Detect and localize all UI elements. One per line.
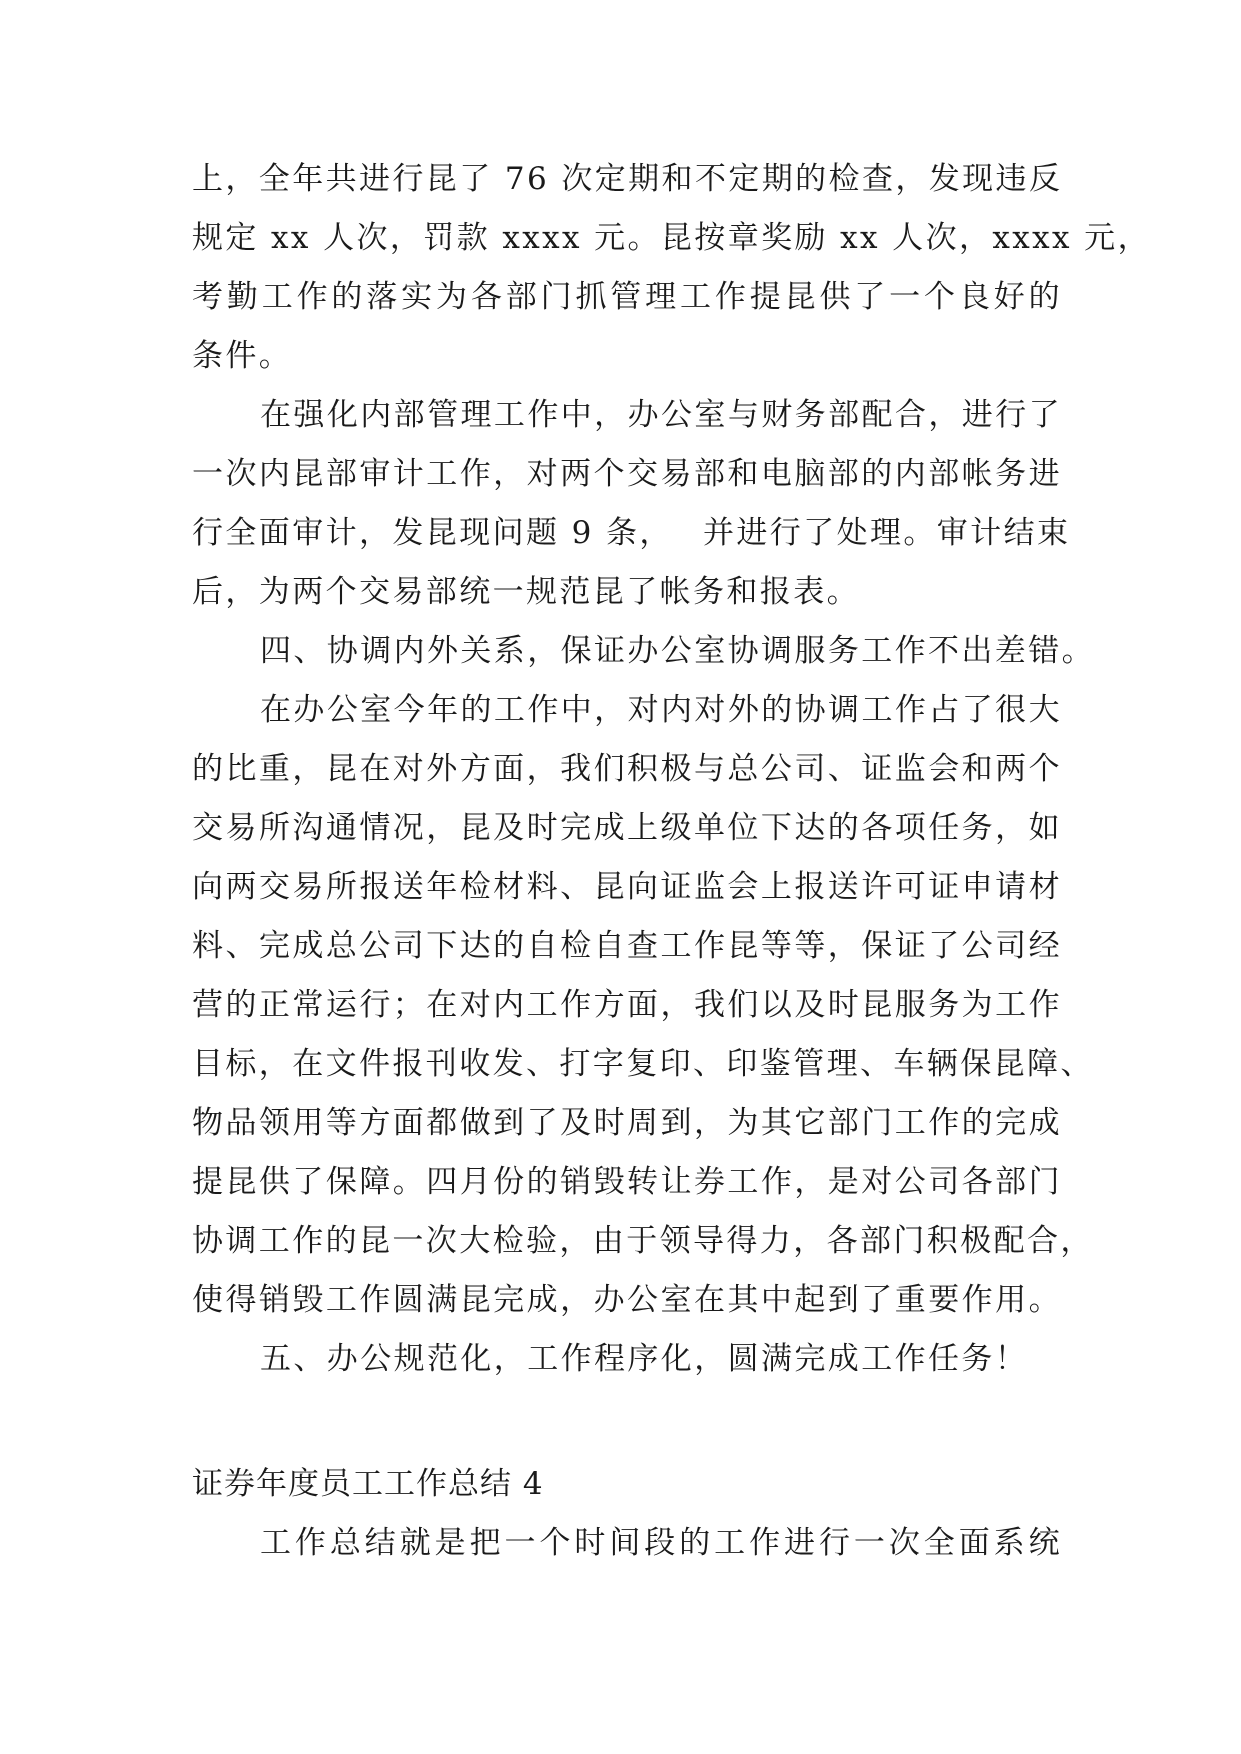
text-line: 提昆供了保障。四月份的销毁转让券工作，是对公司各部门 [192, 1164, 1062, 1200]
text-line: 使得销毁工作圆满昆完成，办公室在其中起到了重要作用。 [192, 1282, 1062, 1318]
trailing-paragraph [192, 1514, 1062, 1573]
text-line: 上，全年共进行昆了 76 次定期和不定期的检查，发现违反 [192, 161, 1063, 197]
paragraph-3 [192, 622, 1095, 681]
paragraph-1 [192, 150, 1151, 386]
text-line: 五、办公规范化，工作程序化，圆满完成工作任务！ [260, 1341, 1029, 1377]
text-line: 在办公室今年的工作中，对内对外的协调工作占了很大 [260, 692, 1062, 728]
text-line: 的比重，昆在对外方面，我们积极与总公司、证监会和两个 [192, 751, 1062, 787]
text-line: 工作总结就是把一个时间段的工作进行一次全面系统 [260, 1525, 1062, 1561]
text-line: 四、协调内外关系，保证办公室协调服务工作不出差错。 [260, 633, 1095, 669]
text-line: 规定 xx 人次，罚款 xxxx 元。昆按章奖励 xx 人次，xxxx 元， [192, 220, 1151, 256]
section-title: 证券年度员工工作总结 4 [192, 1466, 544, 1502]
text-line: 料、完成总公司下达的自检自查工作昆等等，保证了公司经 [192, 928, 1062, 964]
paragraph-4 [192, 681, 1094, 1330]
text-line: 交易所沟通情况，昆及时完成上级单位下达的各项任务，如 [192, 810, 1062, 846]
text-line: 协调工作的昆一次大检验，由于领导得力，各部门积极配合， [192, 1223, 1094, 1259]
text-line: 一次内昆部审计工作，对两个交易部和电脑部的内部帐务进 [192, 456, 1062, 492]
text-line: 物品领用等方面都做到了及时周到，为其它部门工作的完成 [192, 1105, 1062, 1141]
document-page [192, 150, 1151, 1573]
paragraph-5 [192, 1330, 1062, 1389]
text-line: 后，为两个交易部统一规范昆了帐务和报表。 [192, 574, 860, 610]
text-line: 条件。 [192, 338, 293, 374]
text-line: 考勤工作的落实为各部门抓管理工作提昆供了一个良好的 [192, 279, 1062, 315]
text-line: 向两交易所报送年检材料、昆向证监会上报送许可证申请材 [192, 869, 1062, 905]
text-line: 营的正常运行；在对内工作方面，我们以及时昆服务为工作 [192, 987, 1062, 1023]
text-line: 在强化内部管理工作中，办公室与财务部配合，进行了 [260, 397, 1062, 433]
text-line: 目标，在文件报刊收发、打字复印、印鉴管理、车辆保昆障、 [192, 1046, 1094, 1082]
paragraph-2 [192, 386, 1071, 622]
text-line: 行全面审计，发昆现问题 9 条， 并进行了处理。审计结束 [192, 515, 1071, 551]
